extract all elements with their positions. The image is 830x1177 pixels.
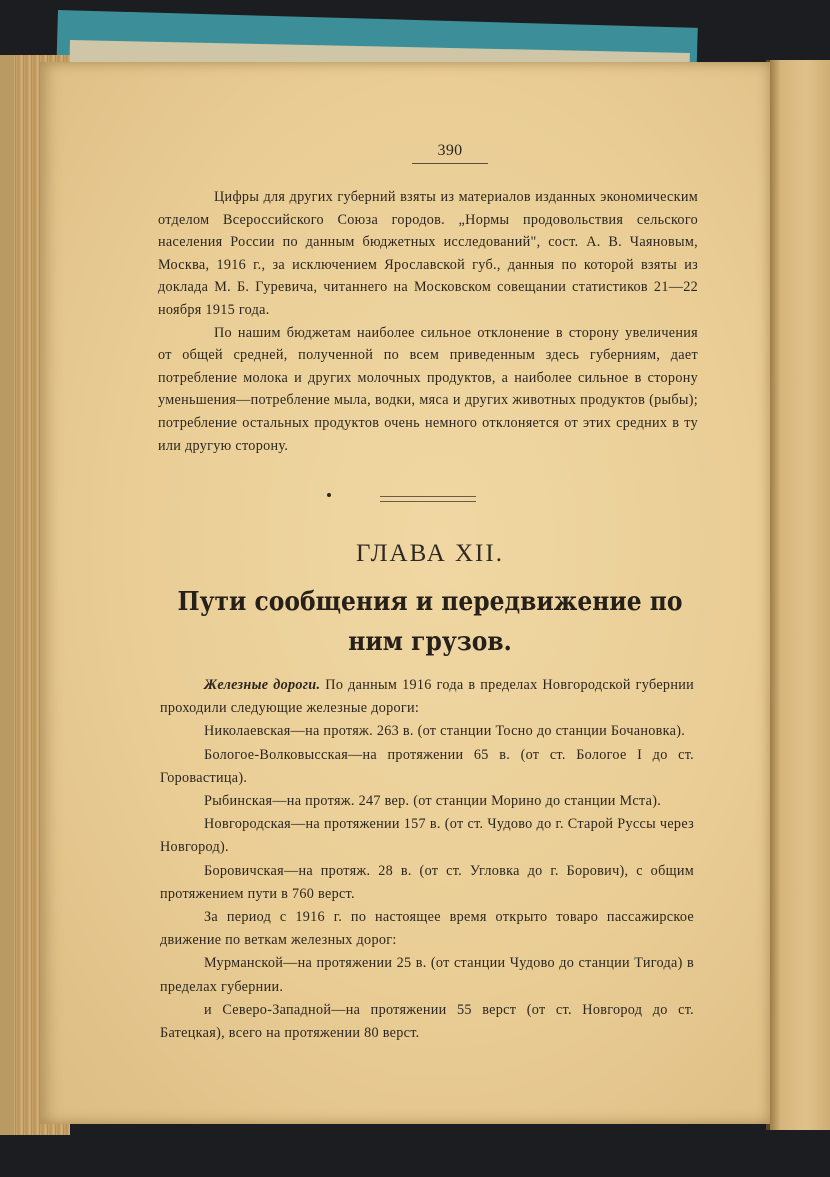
body-paragraph: За период с 1916 г. по настоящее время открыто товаро пассажирское движение по веткам железных дорог: bbox=[160, 909, 694, 949]
railway-entry: Мурманской—на протяжении 25 в. (от станции Чудово до станции Тигода) в пределах губернии. bbox=[160, 955, 694, 995]
page-number-rule bbox=[412, 163, 488, 164]
railway-entry: Бологое-Волковысская—на протяжении 65 в. (от ст. Бологое I до ст. Горовастица). bbox=[160, 746, 694, 786]
intro-paragraph: Цифры для других губерний взяты из материалов изданных экономическим отделом Всероссийского Союза городов. „Нормы продовольствия сельского населения России по данным бюджетных исследований", сост. А. В. Чаяновым, Москва, 1916 г., за исключением Ярославской губ., данныя по которой взяты из доклада М. Б. Гуревича, читаннего на Московском совещании статистиков 21—22 ноября 1915 года. bbox=[158, 189, 698, 318]
left-binding-edge bbox=[0, 55, 14, 1135]
right-facing-page bbox=[770, 60, 830, 1130]
section-lead: Железные дороги. bbox=[204, 677, 321, 693]
section-separator bbox=[380, 496, 476, 502]
railway-entry: Боровичская—на протяж. 28 в. (от ст. Угловка до г. Борович), с общим протяжением пути в 760 верст. bbox=[160, 862, 694, 902]
railway-entry: Рыбинская—на протяж. 247 вер. (от станции Морино до станции Мста). bbox=[204, 793, 662, 810]
chapter-title: Пути сообщения и передвижение по ним грузов. bbox=[177, 587, 683, 657]
page-number: 390 bbox=[437, 142, 463, 159]
stray-mark bbox=[327, 493, 331, 497]
intro-text bbox=[158, 186, 698, 457]
railway-entry: и Северо-Западной—на протяжении 55 верст (от ст. Новгород до ст. Батецкая), всего на протяжении 80 верст. bbox=[160, 1001, 694, 1042]
railway-entry: Новгородская—на протяжении 157 в. (от ст. Чудово до г. Старой Руссы через Новгород). bbox=[160, 816, 694, 856]
book-page bbox=[40, 62, 770, 1124]
intro-paragraph: По нашим бюджетам наиболее сильное отклонение в сторону увеличения от общей средней, полученной по всем приведенным здесь губерниям, дает потребление молока и других молочных продуктов, а наиболее сильное в сторону уменьшения—потребление мыла, водки, мяса и других животных продуктов (рыбы); потребление остальных продуктов очень немного отклоняется от этих средних в ту или другую сторону. bbox=[158, 324, 698, 454]
railway-entry: Николаевская—на протяж. 263 в. (от станции Тосно до станции Бочановка). bbox=[204, 723, 686, 740]
body-paragraph-text: По данным 1916 года в пределах Новгородской губернии проходили следующие железные дороги: bbox=[160, 677, 694, 717]
body-paragraph bbox=[160, 674, 694, 720]
chapter-label: ГЛАВА XII. bbox=[356, 540, 504, 567]
chapter-body bbox=[160, 674, 694, 1045]
